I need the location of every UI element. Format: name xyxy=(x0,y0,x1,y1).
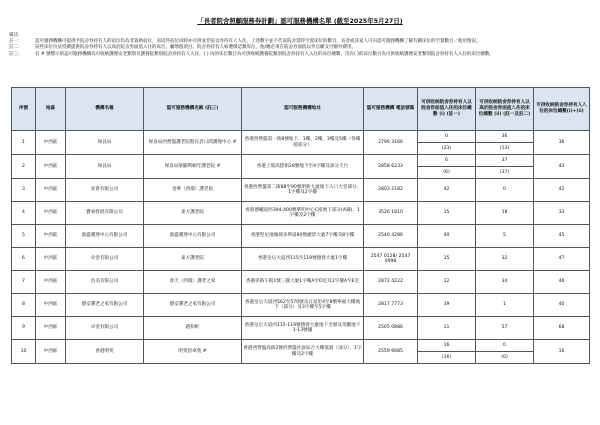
cell-places-total: 36 xyxy=(534,131,590,155)
cell-places-i: 12 xyxy=(418,271,476,294)
places-ii-nursing-care: 36 xyxy=(476,131,533,143)
places-i-nursing-home: (6) xyxy=(443,170,450,175)
cell-district: 中西區 xyxy=(36,202,66,225)
cell-unit-name: 保良局梁顯利頤年護老院 # xyxy=(144,155,242,179)
places-ii-nursing-home: (0) xyxy=(501,355,508,360)
header-district: 地區 xyxy=(36,88,66,131)
cell-district: 中西區 xyxy=(36,294,66,317)
cell-address: 香港皇后大道西562至570號及日富里4至8號寧福大樓地下（部分）及3字樓至5字樓 xyxy=(242,294,364,317)
cell-unit-name: 明愛恩翠苑 # xyxy=(144,340,242,364)
cell-phone: 2803 2182 xyxy=(364,179,418,202)
cell-phone: 3526 1810 xyxy=(364,202,418,225)
cell-phone: 2858 6233 xyxy=(364,155,418,179)
places-i-nursing-care: 0 xyxy=(418,131,475,143)
cell-places-i: 42 xyxy=(418,179,476,202)
places-ii-nursing-care: 0 xyxy=(476,340,533,352)
note-text: 該些床位位於持續提供院舍券持有人以高於院舍券面值入住的床位，屬增值項目。院舍券持有人如選擇這類床位，他/她必須在院舍券面值以外自願支付額外費用。 xyxy=(35,45,357,51)
cell-unit-name: 東方護老院 xyxy=(144,248,242,271)
table-row xyxy=(12,294,590,317)
cell-serial: 10 xyxy=(12,340,36,364)
cell-places-i xyxy=(418,131,476,155)
cell-places-i xyxy=(418,340,476,364)
cell-district: 中西區 xyxy=(36,340,66,364)
cell-places-total: 43 xyxy=(534,155,590,179)
cell-phone: 2559 6685 xyxy=(364,340,418,364)
places-i-nursing-care: 16 xyxy=(418,340,475,352)
cell-district: 中西區 xyxy=(36,225,66,248)
cell-organisation: 卓金有限公司 xyxy=(66,317,144,340)
header-places-total: 可供收納院舍券持有人入住的床位總數(i)+(ii) xyxy=(534,88,590,131)
note-text: 認可服務機構可提供予院舍券持有人的宿位均為非資助宿位，而這些宿位同時亦可供並非院舍券持有人入住。上述數字並不代表院舍當時空置床位的數目，長者或其家人可向認可服務機構了解有關床位的空置數目／使用情況。 xyxy=(35,39,481,45)
cell-address: 香港西營盤第一街8號地下，1樓，2樓，3樓及5樓（各樓層部分） xyxy=(242,131,364,155)
table-row xyxy=(12,155,590,179)
cell-serial: 7 xyxy=(12,271,36,294)
cell-unit-name: 康盛護理中心有限公司 xyxy=(144,225,242,248)
cell-places-total: 46 xyxy=(534,271,590,294)
cell-organisation: 德安護老之家有限公司 xyxy=(66,294,144,317)
cell-address: 香港皇后大道西115-119號德發大廈地下全層及馬騮地下1-13號舖 xyxy=(242,317,364,340)
cell-places-ii: 57 xyxy=(476,317,534,340)
cell-address: 香港卑路乍街1號三圓大廈1字樓A至D室及2字樓A至E室 xyxy=(242,271,364,294)
cell-address: 香港德輔道西394-400號華明中心C座地下部分(A鋪)，1字樓及2字樓 xyxy=(242,202,364,225)
cell-serial: 1 xyxy=(12,131,36,155)
cell-phone: 2505 0886 xyxy=(364,317,418,340)
cell-organisation: 保良局 xyxy=(66,131,144,155)
cell-places-ii: 5 xyxy=(476,225,534,248)
places-ii-nursing-home: (13) xyxy=(499,146,510,151)
cell-organisation: 康盛護理中心有限公司 xyxy=(66,225,144,248)
table-row xyxy=(12,202,590,225)
cell-unit-name: 東方護老院 xyxy=(144,202,242,225)
cell-places-total: 16 xyxy=(534,340,590,364)
cell-places-total: 42 xyxy=(534,179,590,202)
cell-places-ii: 18 xyxy=(476,202,534,225)
cell-serial: 5 xyxy=(12,225,36,248)
cell-serial: 8 xyxy=(12,294,36,317)
cell-phone: 2872 4222 xyxy=(364,271,418,294)
cell-unit-name: 金華（西環）護老院 xyxy=(144,179,242,202)
cell-district: 中西區 xyxy=(36,317,66,340)
cell-places-i xyxy=(418,155,476,179)
table-row xyxy=(12,131,590,155)
cell-places-ii xyxy=(476,155,534,179)
cell-phone: 2547 0128/ 2547 0998 xyxy=(364,248,418,271)
cell-address: 香港皇后大道西115至119號德發大廈1字樓 xyxy=(242,248,364,271)
header-places-ii: 可供收納院舍券持有人以高於院舍券面值入住的床位總數 (ii) (註一及註二) xyxy=(476,88,534,131)
cell-organisation: 保良局 xyxy=(66,155,144,179)
cell-unit-name: 春天（西環）護老之家 xyxy=(144,271,242,294)
table-row xyxy=(12,317,590,340)
cell-district: 中西區 xyxy=(36,179,66,202)
places-i-nursing-care: 6 xyxy=(418,155,475,167)
notes-section xyxy=(9,33,593,58)
cell-organisation: 浩美有限公司 xyxy=(66,271,144,294)
cell-phone: 2540 4286 xyxy=(364,225,418,248)
cell-places-i: 15 xyxy=(418,248,476,271)
places-ii-nursing-home: (37) xyxy=(499,170,510,175)
header-places-i: 可供收納院舍券持有人以院舍券面值入住的床位總數 (i) (註一) xyxy=(418,88,476,131)
cell-places-ii: 32 xyxy=(476,248,534,271)
cell-places-i: 15 xyxy=(418,202,476,225)
cell-address: 香港西營盤第二街88至90號明新大廈地下入口大堂部分，1字樓及2字樓 xyxy=(242,179,364,202)
header-organisation: 機構名稱 xyxy=(66,88,144,131)
service-units-table xyxy=(11,87,590,364)
cell-places-ii: 0 xyxy=(476,179,534,202)
cell-address: 香港堅尼地城域多利道80號麗景大廈7字樓及8字樓 xyxy=(242,225,364,248)
note-item xyxy=(9,52,593,58)
cell-serial: 6 xyxy=(12,248,36,271)
table-row xyxy=(12,179,590,202)
cell-places-total: 33 xyxy=(534,202,590,225)
cell-address: 香港上環高陞街28號地下至4字樓及部分天台 xyxy=(242,155,364,179)
places-i-nursing-home: (23) xyxy=(441,146,452,151)
cell-address: 香港西營盤高街2號西營盤社區綜合大樓低層（部分），1字樓及2字樓 xyxy=(242,340,364,364)
note-text: 有 # 號標示的認可服務機構為可收納護理安老類別及護養院類別院舍券持有人入住。( ) 內的床位數目為可供收納護養院類別院舍券持有人入住的床位總數，沒有( )的床位數目為可供收納護理安老類別院舍券持有人入住的床位總數。 xyxy=(35,51,494,57)
cell-places-total: 47 xyxy=(534,248,590,271)
cell-unit-name: 德安護老之家有限公司 xyxy=(144,294,242,317)
table-row xyxy=(12,248,590,271)
cell-places-i: 40 xyxy=(418,225,476,248)
cell-organisation: 寶豪發展有限公司 xyxy=(66,202,144,225)
table-header-row xyxy=(12,88,590,131)
cell-organisation: 卓金有限公司 xyxy=(66,248,144,271)
cell-unit-name: 趙柏軒 xyxy=(144,317,242,340)
cell-places-total: 45 xyxy=(534,225,590,248)
notes-heading: 備註: xyxy=(9,33,20,38)
note-label: 註一： xyxy=(9,39,23,45)
cell-places-i: 39 xyxy=(418,294,476,317)
cell-phone: 2796 3166 xyxy=(364,131,418,155)
cell-places-ii xyxy=(476,340,534,364)
places-ii-nursing-care: 37 xyxy=(476,155,533,167)
document-title: 「長者院舍照顧服務券計劃」認可服務機構名單 (截至2025年5月27日) xyxy=(197,17,403,25)
places-i-nursing-home: (16) xyxy=(441,355,452,360)
cell-organisation: 昇倉有限公司 xyxy=(66,179,144,202)
cell-serial: 3 xyxy=(12,179,36,202)
cell-places-total: 68 xyxy=(534,317,590,340)
table-row xyxy=(12,340,590,364)
cell-places-total: 40 xyxy=(534,294,590,317)
note-label: 註三： xyxy=(9,51,23,57)
cell-serial: 4 xyxy=(12,202,36,225)
table-row xyxy=(12,225,590,248)
cell-district: 中西區 xyxy=(36,155,66,179)
cell-serial: 2 xyxy=(12,155,36,179)
header-unit-name: 認可服務機構名稱 (註三) xyxy=(144,88,242,131)
header-address: 認可服務機構地址 xyxy=(242,88,364,131)
cell-places-ii xyxy=(476,131,534,155)
header-serial: 序號 xyxy=(12,88,36,131)
header-phone: 認可服務機構 電話號碼 xyxy=(364,88,418,131)
cell-phone: 2817 7773 xyxy=(364,294,418,317)
cell-places-ii: 1 xyxy=(476,294,534,317)
cell-places-i: 11 xyxy=(418,317,476,340)
cell-serial: 9 xyxy=(12,317,36,340)
cell-district: 中西區 xyxy=(36,248,66,271)
table-row xyxy=(12,271,590,294)
cell-unit-name: 保良局西營盤護老院暨長者日間護理中心 # xyxy=(144,131,242,155)
note-label: 註二： xyxy=(9,45,23,51)
cell-places-ii: 34 xyxy=(476,271,534,294)
cell-organisation: 香港明愛 xyxy=(66,340,144,364)
cell-district: 中西區 xyxy=(36,271,66,294)
cell-district: 中西區 xyxy=(36,131,66,155)
